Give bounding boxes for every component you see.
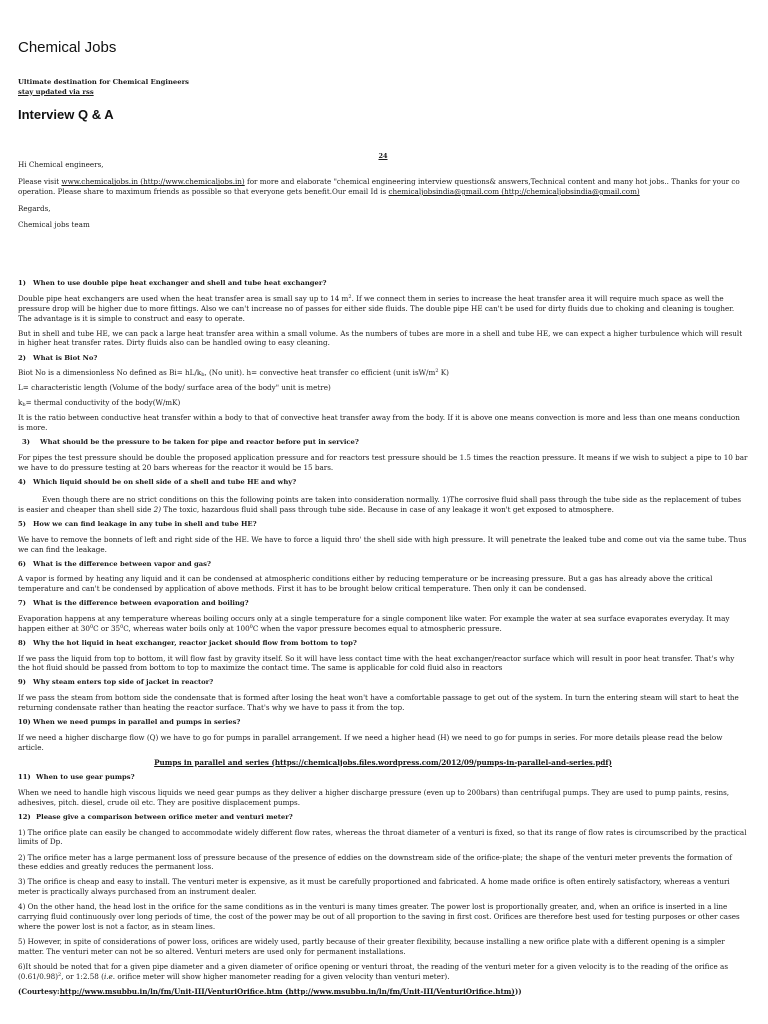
answer-12-point-2: 2) The orifice meter has a large permanent loss of pressure because of the presence of eddies on the downstream side of the orifice-plate; the shape of the venturi meter prevents the formation of these eddies and greatly reduces the permanent loss. [18,852,732,872]
question-number: 4) [18,477,26,486]
question-11 [18,773,748,782]
answer-2-para-1: Biot No is a dimensionless No defined as $Bi= hL/k_b$, (No unit). h= convective heat transfer co efficient (unit isW/$m^2$ K) [18,368,449,379]
question-number: 9) [18,678,26,687]
answer-1-para-1: Double pipe heat exchangers are used when the heat transfer area is small say up to 14 $m^2$. If we connect them in series to increase the heat transfer area it will require much space as well the pressure drop will be higher due to more fittings. Also we can't increase no of passes for either side fluids. The double pipe HE can't be used for dirty fluids due to choking and cleaning is tougher. The advantage is it is simple to construct and easy to operate. [18,294,735,323]
question-text: What should be the pressure to be taken for pipe and reactor before put in service? [40,438,359,447]
question-number: 6) [18,559,26,568]
answer-2-para-3: $k_b=$ thermal conductivity of the body(W/mK) [18,398,181,409]
question-number: 10) [18,717,31,726]
qa-list [18,279,748,996]
question-text: What is the difference between evaporation and boiling? [33,599,249,608]
question-number: 12) [18,812,31,821]
rss-link[interactable]: stay updated via rss [18,87,94,96]
question-8 [18,639,748,648]
question-text: What is Biot No? [33,353,98,362]
answer-8: If we pass the liquid from top to bottom, it will flow fast by gravity itself. So it will have less contact time with the heat exchanger/reactor surface which will result in poor heat transfer. That's why the hot fluid should be passed from bottom to top to maximize the contact time. The same is applicable for cold fluid also in reactors [18,653,735,673]
answer-3: For pipes the test pressure should be double the proposed application pressure and for reactors test pressure should be 1.5 times the reaction pressure. It means if we wish to subject a pipe to 10 bar we have to do pressure testing at 20 bars whereas for the reactor it would be 15 bars. [18,453,748,472]
tagline-text: Ultimate destination for Chemical Engineers [18,78,189,87]
answer-2-para-2: L= characteristic length (Volume of the body/ surface area of the body" unit is metre) [18,383,331,393]
question-1 [18,279,748,288]
question-2 [18,354,748,363]
answer-11: When we need to handle high viscous liquids we need gear pumps as they deliver a higher discharge pressure (even up to 200bars) than centrifugal pumps. They are used to pump paints, resins, adhesives, pitch. diesel, crude oil etc. They are positive displacement pumps. [18,788,730,807]
question-number: 1) [18,279,26,288]
answer-2-para-4: It is the ratio between conductive heat transfer within a body to that of convective heat transfer away from the body. If it is above one means convection is more and less than one means conduction is more. [18,413,740,433]
website-link[interactable]: www.chemicaljobs.in (http://www.chemicaljobs.in) [61,177,245,187]
question-text: When to use gear pumps? [36,773,135,782]
intro-paragraph [18,177,748,197]
question-5 [18,520,748,529]
page-number-link[interactable]: 24 [378,151,388,160]
answer-12-point-6: 6)It should be noted that for a given pipe diameter and a given diameter of orifice opening or venturi throat, the reading of the venturi meter for a given velocity is to the reading of the orifice as $(0.61/0.98)^2$, or 1:2.58 (i.e. orifice meter will show higher manometer reading for a given velocity than venturi meter). [18,961,729,981]
question-text: Why the hot liquid in heat exchanger, reactor jacket should flow from bottom to top? [33,638,357,647]
section-title: Interview Q & A [18,106,114,122]
answer-7: Evaporation happens at any temperature whereas boiling occurs only at a single temperature for a single component like water. For example the water at sea surface evaporates everyday. It may happen either at $30^0C$ or $35^0C$, whereas water boils only at $100^0C$ when the vapor pressure becomes equal to atmospheric pressure. [18,613,730,633]
site-tagline [18,78,748,96]
spacer [18,237,748,279]
question-number: 2) [18,353,26,362]
question-text: What is the difference between vapor and gas? [33,559,211,568]
pumps-article-ref [18,758,748,768]
question-9 [18,678,748,687]
courtesy-line: (Courtesy:http://www.msubbu.in/ln/fm/Unit-III/VenturiOrifice.htm (http://www.msubbu.in/ln/fm/Unit-III/VenturiOrifice.htm))) [18,986,522,996]
answer-4: Even though there are no strict conditions on this the following points are taken into consideration normally. 1)The corrosive fluid shall pass through the tube side as the replacement of tubes is easier and cheaper than shell side 2) The toxic, hazardous fluid shall pass through tube side. Because in case of any leakage it won't get exposed to atmosphere. [18,495,742,514]
question-text: Why steam enters top side of jacket in reactor? [33,678,214,687]
question-3 [18,438,748,447]
question-number: 3) [22,438,30,447]
question-number: 5) [18,520,26,529]
answer-10: If we need a higher discharge flow (Q) we have to go for pumps in parallel arrangement. If we need a higher head (H) we need to go for pumps in series. For more details please read the below article. [18,732,723,752]
question-number: 8) [18,638,26,647]
intro [18,160,748,230]
question-text: How we can find leakage in any tube in shell and tube HE? [33,520,257,529]
answer-12-point-4: 4) On the other hand, the head lost in the orifice for the same conditions as in the venturi is many times greater. The power lost is proportionally greater, and, when an orifice is inserted in a line carrying fluid continuously over long periods of time, the cost of the power may be out of all proportion to the saving in first cost. Orifices are therefore best used for testing purposes or other cases where the power lost is not a factor, as in steam lines. [18,902,740,931]
question-12 [18,813,748,822]
site-title: Chemical Jobs [18,39,117,56]
question-number: 11) [18,773,31,782]
question-number: 7) [18,599,26,608]
question-text: When we need pumps in parallel and pumps in series? [33,717,241,726]
question-text: Which liquid should be on shell side of a shell and tube HE and why? [33,477,297,486]
answer-9: If we pass the steam from bottom side the condensate that is formed after losing the heat won't have a comfortable passage to get out of the system. In turn the entering steam will start to heat the returning condensate rather than heating the reactor surface. That's why we have to pass it from the top. [18,693,739,712]
pumps-article-link[interactable]: Pumps in parallel and series (https://chemicaljobs.files.wordpress.com/2012/09/pumps-in-parallel-and-series.pdf) [154,757,612,767]
email-link[interactable]: chemicaljobsindia@gmail.com (http://chemicaljobsindia@gmail.com) [388,186,640,196]
question-10 [18,718,748,727]
answer-6: A vapor is formed by heating any liquid and it can be condensed at atmospheric conditions either by reducing temperature or be increasing pressure. But a gas has already above the critical temperature and can't be condensed by application of above methods. First it has to be brought below critical temperature. Then only it can be condensed. [18,574,713,594]
question-text: When to use double pipe heat exchanger and shell and tube heat exchanger? [33,279,327,288]
team-signature: Chemical jobs team [18,220,90,230]
question-6 [18,560,748,569]
answer-12-point-5: 5) However, in spite of considerations of power loss, orifices are widely used, partly because of their greater flexibility, because installing a new orifice plate with a different opening is a simpler matter. The venturi meter can not be so altered. Venturi meters are used only for permanent installations. [18,936,725,956]
answer-5: We have to remove the bonnets of left and right side of the HE. We have to force a liquid thro' the shell side with high pressure. It will penetrate the leaked tube and come out via the same tube. Thus we can find the leakage. [18,534,747,554]
page [18,0,748,1002]
question-7 [18,599,748,608]
answer-1-para-2: But in shell and tube HE, we can pack a large heat transfer area within a small volume. As the numbers of tubes are more in a shell and tube HE, we can expect a higher turbulence which will result in higher heat transfer rates. Dirty fluids also can be handled owing to easy cleaning. [18,328,743,348]
answer-12-point-3: 3) The orifice is cheap and easy to install. The venturi meter is expensive, as it must be carefully proportioned and fabricated. A home made orifice is often entirely satisfactory, whereas a venturi meter is practically always purchased from an instrument dealer. [18,877,730,897]
regards: Regards, [18,203,51,213]
question-4 [18,478,748,487]
greeting: Hi Chemical engineers, [18,160,104,170]
intro-text: Please visit [18,177,62,187]
answer-12-point-1: 1) The orifice plate can easily be changed to accommodate widely different flow rates, whereas the throat diameter of a venturi is fixed, so that its range of flow rates is circumscribed by the practical limits of Dp. [18,827,747,847]
question-text: Please give a comparison between orifice meter and venturi meter? [36,812,293,821]
intro-text: for more and elaborate "chemical engineering interview questions& answers,Technical content and many hot jobs.. Thanks for your co operation. Please share to maximum friends as possible so that everyone gets benefit.Our email Id is [18,177,740,196]
courtesy-link[interactable]: http://www.msubbu.in/ln/fm/Unit-III/VenturiOrifice.htm (http://www.msubbu.in/ln/fm/Unit-III/VenturiOrifice.htm) [59,986,515,996]
